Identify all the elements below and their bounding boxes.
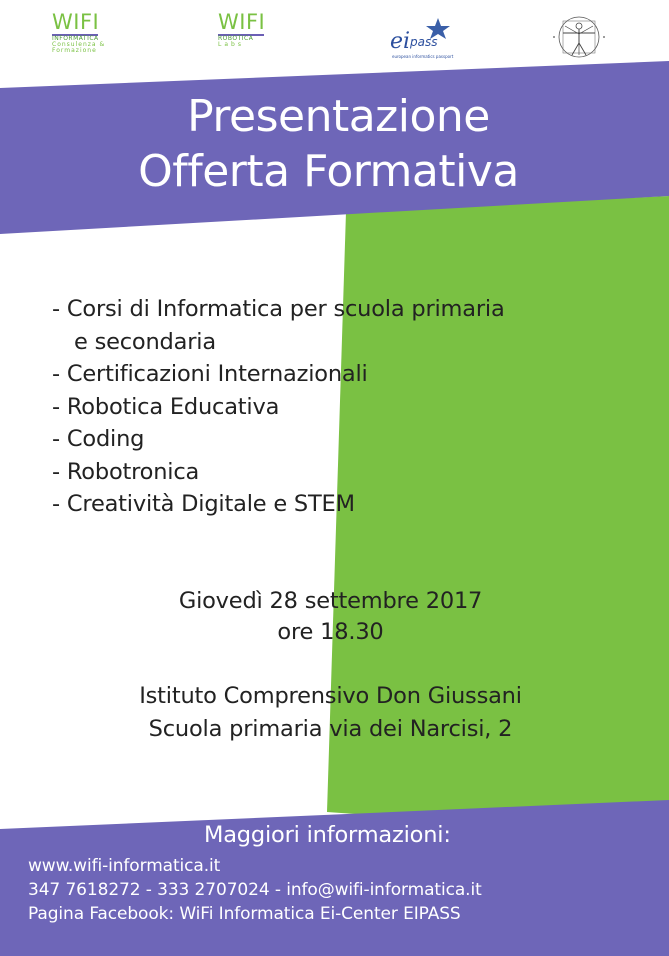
list-item: - Creatività Digitale e STEM xyxy=(52,491,355,517)
svg-text:e: e xyxy=(390,29,404,54)
svg-text:pass: pass xyxy=(410,35,438,49)
list-item: - Robotica Educativa xyxy=(52,393,280,420)
footer-facebook[interactable]: Pagina Facebook: WiFi Informatica Ei-Center EIPASS xyxy=(28,904,461,924)
footer-contacts[interactable]: 347 7618272 - 333 2707024 - info@wifi-informatica.it xyxy=(28,880,482,900)
logo-subtitle: INFORMATICA xyxy=(52,35,99,42)
logo-wifi-text: WIFI xyxy=(52,10,100,34)
event-venue: Istituto Comprensivo Don Giussani xyxy=(139,683,522,709)
event-address: Scuola primaria via dei Narcisi, 2 xyxy=(148,716,513,742)
event-time: ore 18.30 xyxy=(277,619,384,645)
list-item: e secondaria xyxy=(74,328,216,355)
vitruvian-man-icon xyxy=(546,12,612,62)
wifi-robotica-logo xyxy=(218,12,288,48)
wifi-informatica-logo xyxy=(52,12,122,54)
svg-text:i: i xyxy=(403,29,411,54)
offer-list xyxy=(52,293,505,521)
list-item: - Certificazioni Internazionali xyxy=(52,361,368,387)
logo-tagline: Labs xyxy=(218,41,244,48)
logo-subtitle: ROBOTICA xyxy=(218,35,254,42)
footer-heading: Maggiori informazioni: xyxy=(204,822,451,848)
list-item: - Corsi di Informatica per scuola primaria xyxy=(52,296,505,322)
event-date: Giovedì 28 settembre 2017 xyxy=(178,588,483,614)
eipass-logo xyxy=(388,14,464,62)
logo-wifi-text: WIFI xyxy=(218,10,266,34)
list-item: - Robotronica xyxy=(52,458,200,485)
svg-text:european informatics passport: european informatics passport xyxy=(392,54,454,59)
footer-website-link[interactable]: www.wifi-informatica.it xyxy=(28,856,221,876)
logo-tagline: Consulenza & Formazione xyxy=(52,41,106,54)
page-title-line-1: Presentazione xyxy=(187,91,490,142)
page-title-line-2: Offerta Formativa xyxy=(138,146,519,197)
list-item: - Coding xyxy=(52,426,145,452)
